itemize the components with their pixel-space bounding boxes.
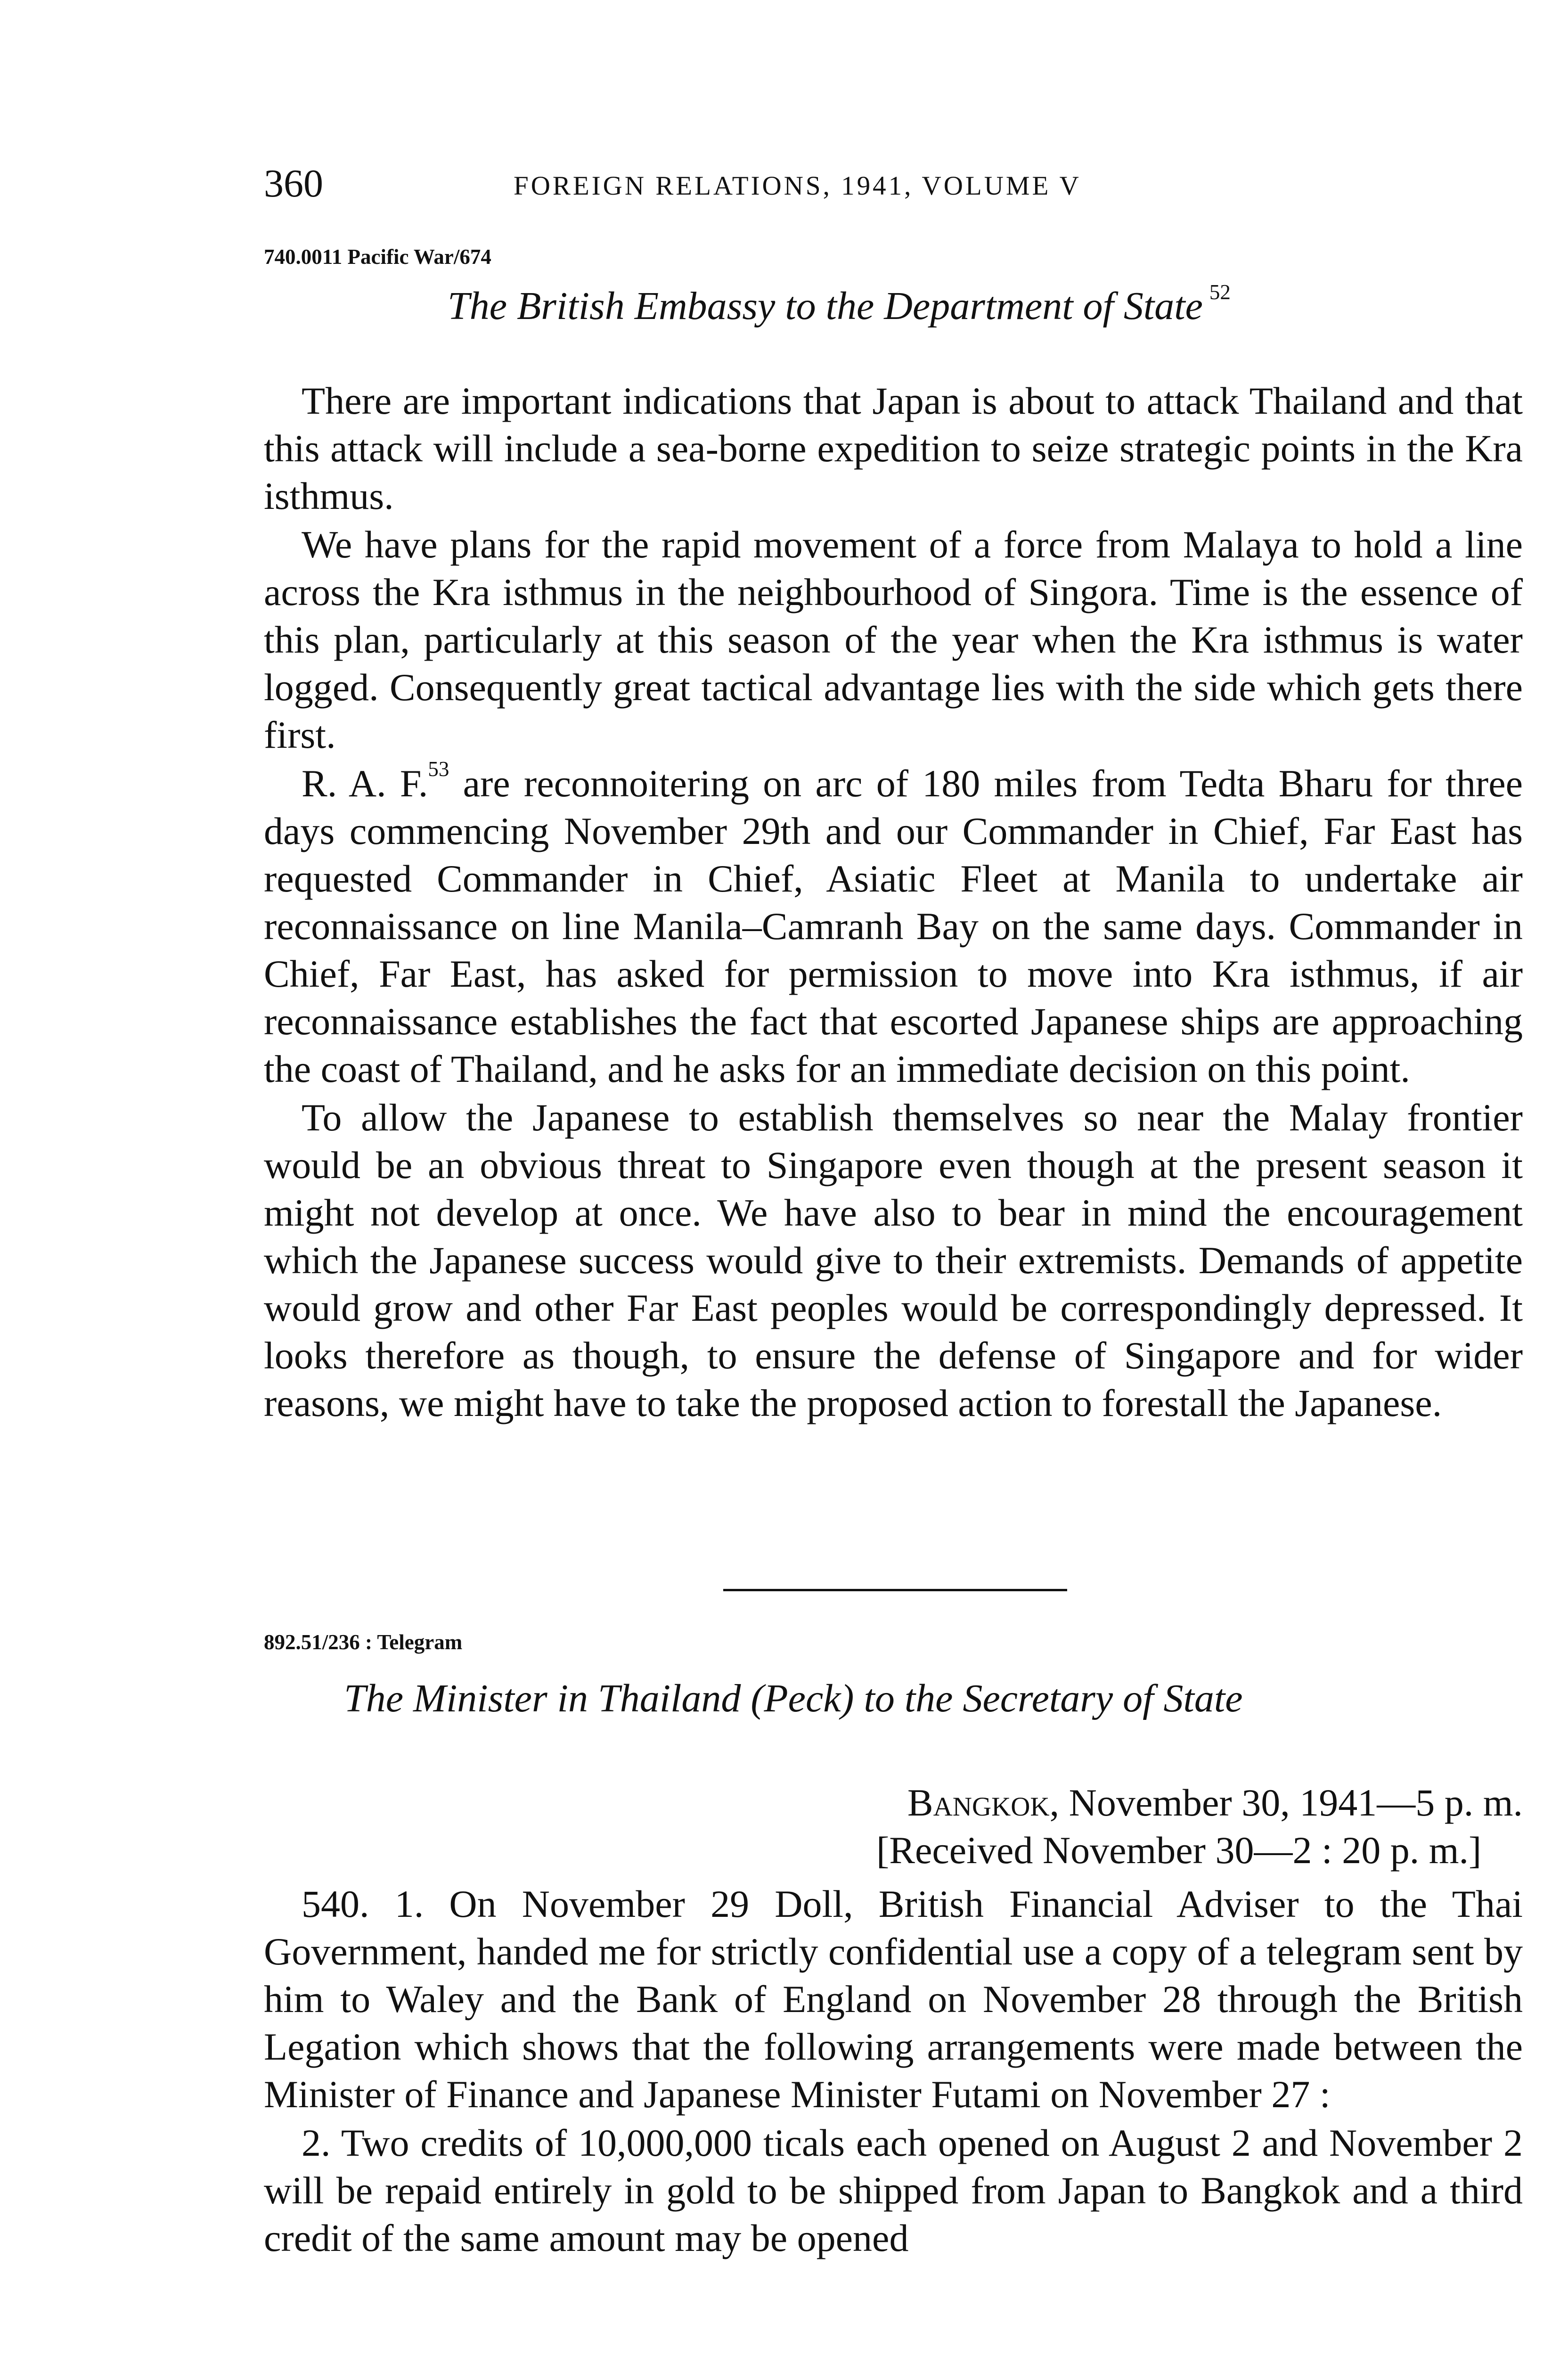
paragraph: [264, 757, 1523, 1093]
section-divider: [723, 1589, 1067, 1591]
running-title: FOREIGN RELATIONS, 1941, VOLUME V: [514, 171, 1081, 201]
footnote-marker: 53: [428, 757, 449, 781]
dateline-place-date: [853, 1779, 1523, 1826]
paragraph: To allow the Japanese to establish themselves so near the Malay frontier would be an obvious threat to Singapore even though at the present season it might not develop at once. We have also to bear in mind the encouragement which the Japanese success would give to their extremists. Demands of appetite would grow and other Far East peoples would be correspondingly depressed. It looks therefore as though, to ensure the defense of Singapore and for wider reasons, we might have to take the proposed action to forestall the Japanese.: [264, 1096, 1523, 1424]
paragraph: 2. Two credits of 10,000,000 ticals each opened on August 2 and November 2 will be repaid entirely in gold to be shipped from Japan to Bangkok and a third credit of the same amount may be opened: [264, 2121, 1523, 2259]
document-body: [264, 1880, 1523, 2262]
document-body: [264, 377, 1523, 1427]
paragraph: There are important indications that Japan is about to attack Thailand and that this attack will include a sea-borne expedition to seize strategic points in the Kra isthmus.: [264, 379, 1523, 517]
paragraph-text: are reconnoitering on arc of 180 miles from Tedta Bharu for three days commencing November 29th and our Commander in Chief, Far East has requested Commander in Chief, Asiatic Fleet at Manila to undertake air reconnaissance on line Manila–Camranh Bay on the same days. Commander in Chief, Far East, has asked for permission to move into Kra isthmus, if air reconnaissance establishes the fact that escorted Japanese ships are approaching the coast of Thailand, and he asks for an immediate decision on this point.: [264, 762, 1523, 1090]
paragraph-lead: R. A. F.: [302, 762, 428, 805]
document-title: [448, 280, 1231, 330]
dateline-date: , November 30, 1941—5 p. m.: [1049, 1781, 1523, 1824]
running-header: [264, 160, 1523, 212]
page-number: 360: [264, 162, 323, 205]
file-reference: 740.0011 Pacific War/674: [264, 245, 491, 269]
file-reference: 892.51/236 : Telegram: [264, 1630, 463, 1654]
dateline: [853, 1779, 1523, 1874]
received-note: [Received November 30—2 : 20 p. m.]: [876, 1829, 1482, 1872]
document-title-text: The British Embassy to the Department of State: [448, 284, 1203, 328]
footnote-marker: 52: [1209, 280, 1231, 304]
paragraph: 540. 1. On November 29 Doll, British Financial Adviser to the Thai Government, handed me for strictly confidential use a copy of a telegram sent by him to Waley and the Bank of England on November 28 through the British Legation which shows that the following arrangements were made between the Minister of Finance and Japanese Minister Futami on November 27 :: [264, 1882, 1523, 2116]
paragraph: We have plans for the rapid movement of a force from Malaya to hold a line across the Kra isthmus in the neighbourhood of Singora. Time is the essence of this plan, particularly at this season of the year when the Kra isthmus is water logged. Consequently great tactical advantage lies with the side which gets there first.: [264, 523, 1523, 756]
document-title: The Minister in Thailand (Peck) to the Secretary of State: [344, 1677, 1243, 1720]
dateline-place: Bangkok: [907, 1781, 1050, 1824]
